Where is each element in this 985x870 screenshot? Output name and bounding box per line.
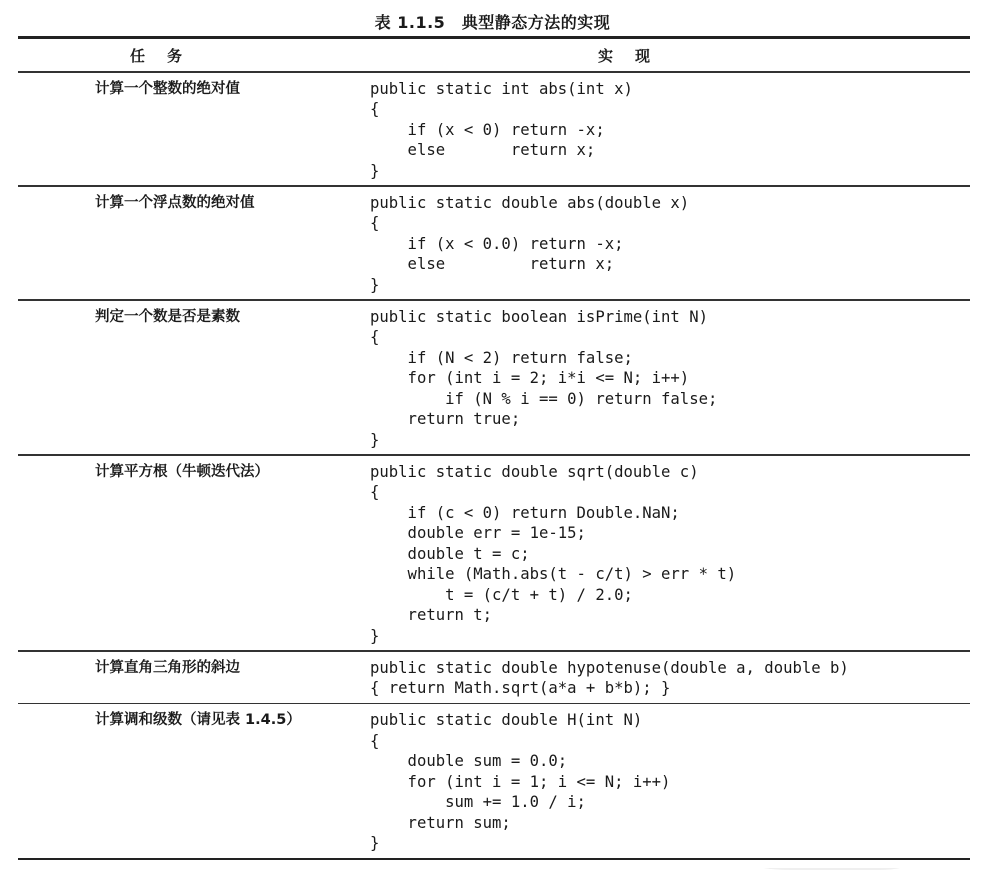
code-cell: public static double sqrt(double c) { if (c < 0) return Double.NaN; double err = 1e-15; double t = c; while (Math.abs(t - c/t) > err * t) t = (c/t + t) / 2.0; return t; } bbox=[370, 462, 737, 645]
task-cell: 判定一个数是否是素数 bbox=[95, 308, 240, 325]
table-caption: 表 1.1.5 典型静态方法的实现 bbox=[374, 13, 611, 32]
table-row bbox=[18, 652, 970, 703]
table-row bbox=[18, 704, 970, 858]
task-cell: 计算直角三角形的斜边 bbox=[95, 659, 240, 676]
methods-table bbox=[18, 36, 970, 860]
bottom-rule bbox=[18, 858, 970, 860]
task-cell: 计算一个整数的绝对值 bbox=[95, 80, 240, 97]
task-cell: 计算一个浮点数的绝对值 bbox=[95, 194, 255, 211]
header-task: 任务 bbox=[130, 46, 205, 65]
table-row bbox=[18, 301, 970, 455]
header-impl: 实现 bbox=[598, 46, 673, 65]
code-cell: public static int abs(int x) { if (x < 0) return -x; else return x; } bbox=[370, 79, 633, 180]
task-cell: 计算平方根（牛顿迭代法） bbox=[95, 463, 269, 480]
code-cell: public static boolean isPrime(int N) { if (N < 2) return false; for (int i = 2; i*i <= N; i++) if (N % i == 0) return false; return true; } bbox=[370, 307, 718, 449]
code-cell: public static double abs(double x) { if (x < 0.0) return -x; else return x; } bbox=[370, 193, 690, 294]
code-cell: public static double hypotenuse(double a, double b) { return Math.sqrt(a*a + b*b); } bbox=[370, 658, 849, 697]
task-cell: 计算调和级数（请见表 1.4.5） bbox=[95, 712, 301, 728]
table-row bbox=[18, 187, 970, 300]
table-row bbox=[18, 73, 970, 186]
code-cell: public static double H(int N) { double sum = 0.0; for (int i = 1; i <= N; i++) sum += 1.0 / i; return sum; } bbox=[370, 711, 671, 852]
table-row bbox=[18, 456, 970, 651]
table-header bbox=[18, 39, 970, 71]
